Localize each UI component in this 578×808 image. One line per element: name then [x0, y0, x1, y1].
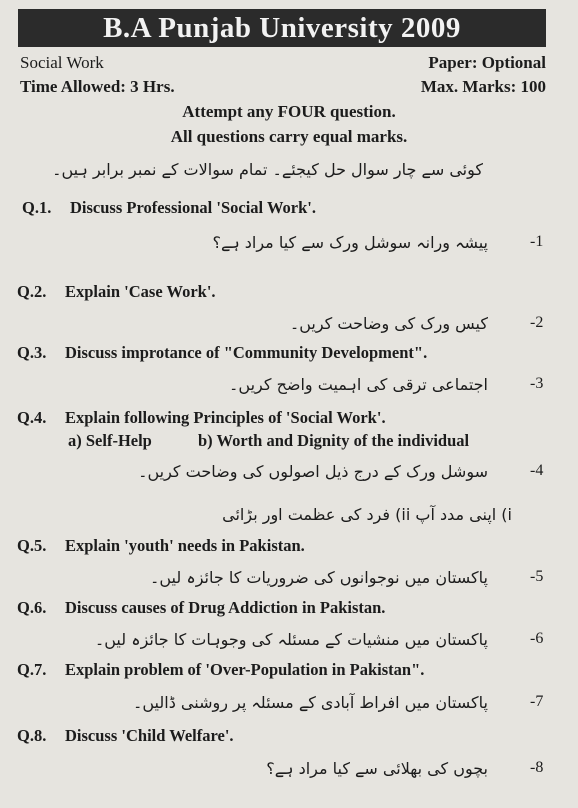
question-number: Q.4.	[17, 408, 47, 427]
question-4-urdu-number: -4	[530, 462, 544, 479]
question-4-sub-b: b) Worth and Dignity of the individual	[198, 431, 470, 450]
question-4-urdu: سوشل ورک کے درج ذیل اصولوں کی وضاحت کریں۔	[138, 462, 488, 481]
question-2-urdu: کیس ورک کی وضاحت کریں۔	[289, 314, 488, 333]
paper-label: Paper: Optional	[428, 53, 546, 72]
question-3-urdu: اجتماعی ترقی کی اہمیت واضح کریں۔	[229, 375, 488, 394]
question-3	[17, 343, 427, 363]
question-2	[17, 282, 216, 302]
question-7-urdu-number: -7	[530, 693, 544, 710]
question-number: Q.8.	[17, 726, 47, 745]
question-5	[17, 536, 305, 556]
time-allowed: Time Allowed: 3 Hrs.	[20, 77, 175, 96]
subject-label: Social Work	[20, 53, 104, 72]
question-number: Q.6.	[17, 598, 47, 617]
question-7-urdu: پاکستان میں افراط آبادی کے مسئلہ پر روشنی ڈالیں۔	[133, 693, 488, 712]
question-8-urdu-number: -8	[530, 759, 544, 776]
question-2-urdu-number: -2	[530, 314, 544, 331]
question-6	[17, 598, 385, 618]
question-7	[17, 660, 424, 680]
question-number: Q.3.	[17, 343, 47, 362]
question-text: Explain 'Case Work'.	[65, 282, 216, 301]
question-number: Q.2.	[17, 282, 47, 301]
question-8-urdu: بچوں کی بھلائی سے کیا مراد ہے؟	[266, 759, 488, 778]
question-3-urdu-number: -3	[530, 375, 544, 392]
instruction-line-1: Attempt any FOUR question.	[182, 102, 396, 121]
question-text: Discuss improtance of "Community Development".	[65, 343, 428, 362]
question-text: Discuss 'Child Welfare'.	[65, 726, 234, 745]
question-text: Discuss causes of Drug Addiction in Pakistan.	[65, 598, 386, 617]
instruction-line-2: All questions carry equal marks.	[170, 127, 408, 146]
question-text: Explain following Principles of 'Social Work'.	[65, 408, 386, 427]
question-8	[17, 726, 234, 746]
question-6-urdu-number: -6	[530, 630, 544, 647]
question-5-urdu: پاکستان میں نوجوانوں کی ضروریات کا جائزہ لیں۔	[149, 568, 488, 587]
question-4-sub-a: a) Self-Help	[68, 431, 152, 450]
instruction-urdu: کوئی سے چار سوال حل کیجئے۔ تمام سوالات کے نمبر برابر ہیں۔	[52, 160, 483, 179]
question-6-urdu: پاکستان میں منشیات کے مسئلہ کی وجوہات کا جائزہ لیں۔	[94, 630, 488, 649]
question-text: Discuss Professional 'Social Work'.	[70, 198, 317, 217]
question-number: Q.5.	[17, 536, 47, 555]
question-number: Q.1.	[22, 198, 52, 217]
max-marks: Max. Marks: 100	[420, 77, 546, 96]
question-5-urdu-number: -5	[530, 568, 544, 585]
paper-title: B.A Punjab University 2009	[18, 9, 546, 47]
question-1	[22, 198, 316, 218]
question-4	[17, 408, 386, 428]
question-4-urdu-subparts: i) اپنی مدد آپ ii) فرد کی عظمت اور بڑائی	[222, 505, 512, 524]
question-1-urdu: پیشہ ورانہ سوشل ورک سے کیا مراد ہے؟	[212, 233, 488, 252]
question-1-urdu-number: -1	[530, 233, 544, 250]
question-text: Explain problem of 'Over-Population in Pakistan".	[65, 660, 425, 679]
question-number: Q.7.	[17, 660, 47, 679]
question-text: Explain 'youth' needs in Pakistan.	[65, 536, 305, 555]
